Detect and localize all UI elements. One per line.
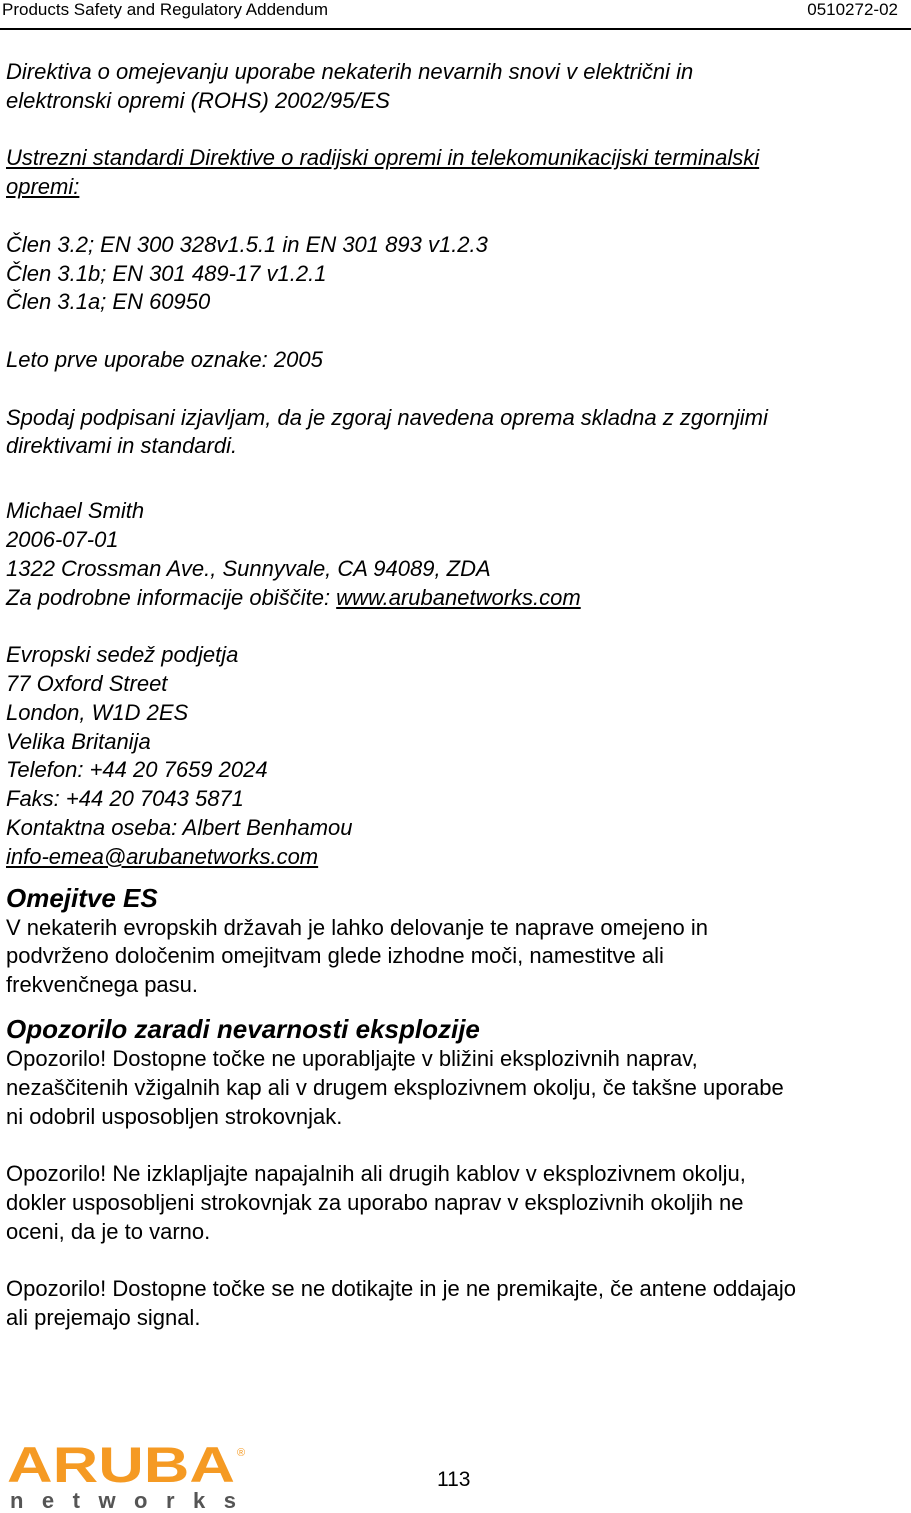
info-line [6, 584, 906, 613]
eu-restrictions-line: podvrženo določenim omejitvam glede izhodne moči, namestitve ali [6, 943, 664, 969]
eu-hq-country: Velika Britanija [6, 728, 151, 754]
standards-heading-line-1: Ustrezni standardi Direktive o radijski opremi in telekomunikacijski terminalski [6, 145, 760, 171]
email-link[interactable]: info-emea@arubanetworks.com [6, 843, 319, 869]
standards-heading-line-2: opremi: [6, 174, 80, 200]
page-content [6, 58, 906, 1333]
logo-subword: networks [10, 1488, 236, 1512]
logo-registered-mark: ® [237, 1447, 246, 1459]
logo-word: ARUBA [7, 1440, 235, 1493]
signer-date: 2006-07-01 [6, 526, 119, 552]
page-header [0, 0, 911, 30]
eu-hq-fax: Faks: +44 20 7043 5871 [6, 786, 244, 812]
eu-hq-street: 77 Oxford Street [6, 670, 168, 696]
aruba-networks-logo [4, 1440, 254, 1512]
eu-restrictions-line: V nekaterih evropskih državah je lahko delovanje te naprave omejeno in [6, 914, 708, 940]
declaration-line-1: Spodaj podpisani izjavljam, da je zgoraj navedena oprema skladna z zgornjimi [6, 404, 768, 430]
header-doc-number: 0510272-02 [807, 0, 898, 19]
warning-line: dokler usposobljeni strokovnjak za uporabo naprav v eksplozivnih okoljih ne [6, 1189, 744, 1215]
eu-hq-phone: Telefon: +44 20 7659 2024 [6, 757, 268, 783]
rohs-line-2: elektronski opremi (ROHS) 2002/95/ES [6, 87, 390, 113]
page-footer [0, 1438, 911, 1513]
eu-hq-title: Evropski sedež podjetja [6, 642, 239, 668]
eu-restrictions-heading: Omejitve ES [6, 882, 158, 913]
first-use-year: Leto prve uporabe oznake: 2005 [6, 346, 323, 372]
rohs-line-1: Direktiva o omejevanju uporabe nekaterih nevarnih snovi v električni in [6, 59, 694, 84]
warning-line: Opozorilo! Dostopne točke ne uporabljajte v bližini eksplozivnih naprav, [6, 1045, 698, 1071]
eu-hq-contact: Kontaktna oseba: Albert Benhamou [6, 814, 353, 840]
warning-line: ni odobril usposobljen strokovnjak. [6, 1103, 343, 1129]
warning-line: Opozorilo! Ne izklapljajte napajalnih ali drugih kablov v eksplozivnem okolju, [6, 1161, 746, 1187]
page-number: 113 [437, 1468, 471, 1491]
signer-name: Michael Smith [6, 498, 145, 524]
article-line: Člen 3.2; EN 300 328v1.5.1 in EN 301 893 v1.2.3 [6, 231, 488, 257]
eu-restrictions-line: frekvenčnega pasu. [6, 972, 199, 998]
header-title: Products Safety and Regulatory Addendum [2, 0, 329, 19]
warning-line: nezaščitenih vžigalnih kap ali v drugem eksplozivnem okolju, če takšne uporabe [6, 1074, 784, 1100]
warning-line: ali prejemajo signal. [6, 1305, 201, 1331]
declaration-line-2: direktivami in standardi. [6, 433, 238, 459]
explosion-warning-heading: Opozorilo zaradi nevarnosti eksplozije [6, 1013, 480, 1044]
article-line: Člen 3.1a; EN 60950 [6, 289, 211, 315]
website-link[interactable]: www.arubanetworks.com [336, 584, 581, 610]
info-prefix: Za podrobne informacije obiščite: [6, 584, 337, 610]
eu-hq-city: London, W1D 2ES [6, 699, 189, 725]
article-line: Člen 3.1b; EN 301 489-17 v1.2.1 [6, 260, 327, 286]
warning-line: Opozorilo! Dostopne točke se ne dotikajte in je ne premikajte, če antene oddajajo [6, 1276, 797, 1302]
signer-address: 1322 Crossman Ave., Sunnyvale, CA 94089, ZDA [6, 555, 491, 581]
warning-line: oceni, da je to varno. [6, 1218, 211, 1244]
